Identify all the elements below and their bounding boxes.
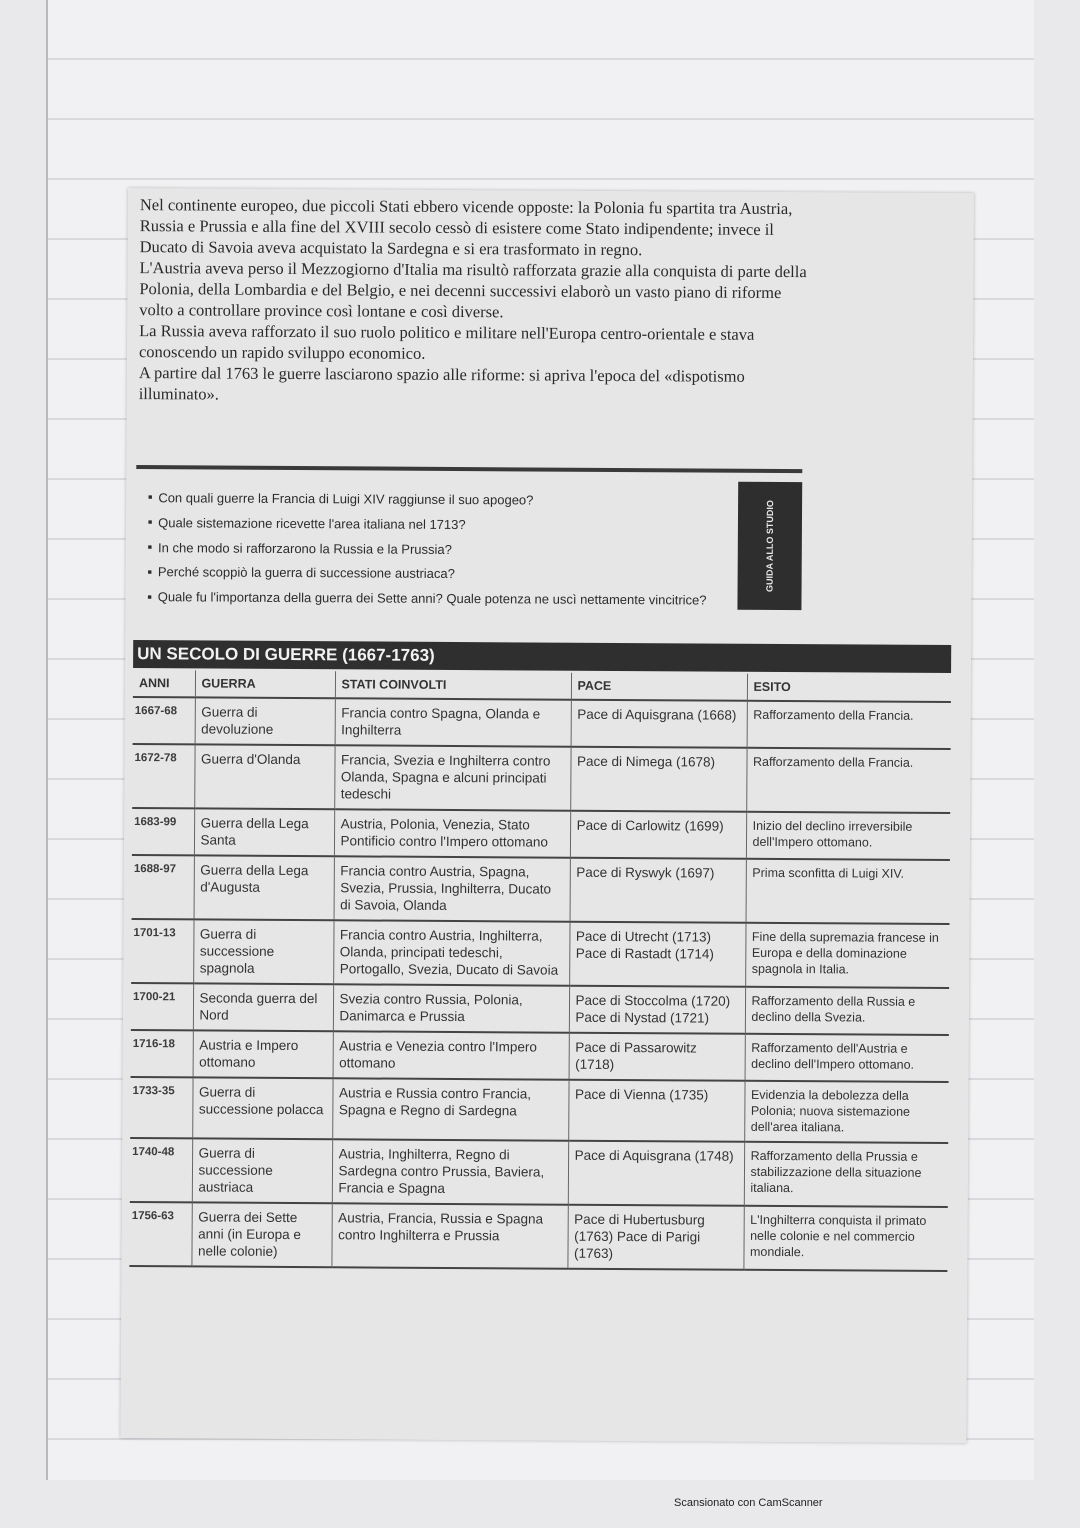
study-question: ■ Perché scoppiò la guerra di successione austriaca? — [148, 561, 748, 589]
intro-paragraph: La Russia aveva rafforzato il suo ruolo politico e militare nell'Europa centro-orientale e stava conoscendo un rapido sviluppo economico. — [138, 321, 755, 363]
header-cell: STATI COINVOLTI — [335, 671, 571, 699]
table-row — [132, 855, 950, 924]
outcome-cell: Rafforzamento della Russia e declino della Svezia. — [745, 987, 949, 1035]
peace-cell: Pace di Ryswyk (1697) — [570, 858, 746, 923]
table-row — [132, 808, 950, 860]
table-row — [132, 744, 950, 813]
states-cell: Svezia contro Russia, Polonia, Danimarca e Prussia — [333, 984, 569, 1032]
war-cell: Guerra di devoluzione — [195, 697, 335, 745]
study-guide-list — [147, 486, 748, 614]
table-row — [131, 919, 949, 988]
years-cell: 1688-97 — [132, 855, 194, 919]
table-row — [129, 1202, 947, 1271]
peace-cell: Pace di Passarowitz (1718) — [569, 1033, 745, 1081]
wars-table — [129, 670, 951, 1272]
states-cell: Francia contro Austria, Spagna, Svezia, Prussia, Inghilterra, Ducato di Savoia, Olanda — [334, 856, 570, 921]
years-cell: 1733-35 — [130, 1077, 192, 1138]
table-row — [130, 1077, 948, 1143]
states-cell: Austria, Inghilterra, Regno di Sardegna contro Prussia, Baviera, Francia e Spagna — [332, 1139, 568, 1204]
war-cell: Guerra della Lega Santa — [194, 808, 334, 856]
outcome-cell: Evidenzia la debolezza della Polonia; nuova sistemazione dell'area italiana. — [744, 1081, 948, 1143]
intro-paragraph: L'Austria aveva perso il Mezzogiorno d'Italia ma risultò rafforzata grazie alla conquista di parte della Polonia, della Lombardia e del Belgio, e nei decenni successivi elaborò un vasto piano di riforme volto a controllare province così lontane e così diverse. — [139, 258, 807, 322]
table-row — [130, 1138, 948, 1207]
outcome-cell: Rafforzamento della Francia. — [747, 701, 951, 749]
war-cell: Guerra della Lega d'Augusta — [194, 855, 334, 920]
table-row — [131, 983, 949, 1035]
years-cell: 1716-18 — [131, 1030, 193, 1077]
states-cell: Austria, Polonia, Venezia, Stato Pontificio contro l'Impero ottomano — [334, 809, 570, 857]
outcome-cell: L'Inghilterra conquista il primato nelle colonie e nel commercio mondiale. — [743, 1206, 947, 1271]
peace-cell: Pace di Utrecht (1713) Pace di Rastadt (1714) — [569, 922, 745, 987]
header-cell: GUERRA — [195, 670, 335, 698]
notebook-margin-line — [46, 0, 48, 1480]
section-divider — [136, 465, 802, 473]
scanned-textbook-page — [120, 188, 974, 1443]
intro-paragraph: A partire dal 1763 le guerre lasciarono spazio alle riforme: si apriva l'epoca del «dispotismo illuminato». — [138, 363, 745, 404]
outcome-cell: Prima sconfitta di Luigi XIV. — [746, 859, 950, 924]
war-cell: Guerra di successione spagnola — [193, 919, 333, 984]
study-question: ■ Quale sistemazione ricevette l'area italiana nel 1713? — [148, 511, 748, 539]
war-cell: Seconda guerra del Nord — [193, 983, 333, 1031]
header-cell: ANNI — [133, 670, 195, 697]
peace-cell: Pace di Hubertusburg (1763) Pace di Parigi (1763) — [567, 1205, 743, 1270]
years-cell: 1756-63 — [129, 1202, 191, 1266]
study-guide-tab: GUIDA ALLO STUDIO — [737, 482, 802, 610]
states-cell: Austria e Russia contro Francia, Spagna e Regno di Sardegna — [332, 1078, 568, 1140]
states-cell: Francia contro Austria, Inghilterra, Olanda, principati tedeschi, Portogallo, Svezia, Ducato di Savoia — [333, 920, 569, 985]
peace-cell: Pace di Vienna (1735) — [568, 1080, 744, 1142]
war-cell: Austria e Impero ottomano — [193, 1030, 333, 1078]
study-question: ■ Quale fu l'importanza della guerra dei Sette anni? Quale potenza ne uscì nettamente vincitrice? — [147, 585, 747, 613]
peace-cell: Pace di Stoccolma (1720) Pace di Nystad (1721) — [569, 986, 745, 1034]
years-cell: 1700-21 — [131, 983, 193, 1030]
peace-cell: Pace di Aquisgrana (1668) — [571, 700, 747, 748]
war-cell: Guerra dei Sette anni (in Europa e nelle colonie) — [191, 1202, 331, 1267]
states-cell: Francia, Svezia e Inghilterra contro Olanda, Spagna e alcuni principati tedeschi — [334, 745, 570, 810]
study-question: ■ Con quali guerre la Francia di Luigi XIV raggiunse il suo apogeo? — [148, 486, 748, 514]
years-cell: 1672-78 — [132, 744, 194, 808]
states-cell: Austria, Francia, Russia e Spagna contro Inghilterra e Prussia — [331, 1203, 567, 1268]
years-cell: 1667-68 — [133, 697, 195, 744]
war-cell: Guerra di successione polacca — [192, 1077, 332, 1139]
peace-cell: Pace di Aquisgrana (1748) — [568, 1141, 744, 1206]
outcome-cell: Inizio del declino irreversibile dell'Impero ottomano. — [746, 812, 950, 860]
states-cell: Austria e Venezia contro l'Impero ottomano — [333, 1031, 569, 1079]
war-cell: Guerra di successione austriaca — [192, 1138, 332, 1203]
years-cell: 1740-48 — [130, 1138, 192, 1202]
years-cell: 1683-99 — [132, 808, 194, 855]
table-row — [133, 697, 951, 749]
outcome-cell: Rafforzamento della Prussia e stabilizzazione della situazione italiana. — [744, 1142, 948, 1207]
peace-cell: Pace di Carlowitz (1699) — [570, 811, 746, 859]
intro-text — [139, 194, 810, 408]
years-cell: 1701-13 — [131, 919, 193, 983]
states-cell: Francia contro Spagna, Olanda e Inghilterra — [335, 698, 571, 746]
outcome-cell: Rafforzamento della Francia. — [746, 748, 950, 813]
intro-paragraph: Nel continente europeo, due piccoli Stati ebbero vicende opposte: la Polonia fu spartita tra Austria, Russia e Prussia e alla fine del XVIII secolo cessò di esistere come Stato indipendente; invece il Ducato di Savoia aveva acquistato la Sardegna e si era trasformato in regno. — [139, 195, 793, 260]
table-row — [131, 1030, 949, 1082]
outcome-cell: Fine della supremazia francese in Europa e della dominazione spagnola in Italia. — [745, 923, 949, 988]
war-cell: Guerra d'Olanda — [194, 744, 334, 809]
study-question: ■ In che modo si rafforzarono la Russia e la Prussia? — [148, 536, 748, 564]
header-cell: ESITO — [747, 674, 951, 702]
scanner-caption: Scansionato con CamScanner — [674, 1497, 823, 1509]
peace-cell: Pace di Nimega (1678) — [570, 747, 746, 812]
table-title: UN SECOLO DI GUERRE (1667-1763) — [133, 640, 951, 673]
header-cell: PACE — [571, 673, 747, 701]
outcome-cell: Rafforzamento dell'Austria e declino dell'Impero ottomano. — [745, 1034, 949, 1082]
